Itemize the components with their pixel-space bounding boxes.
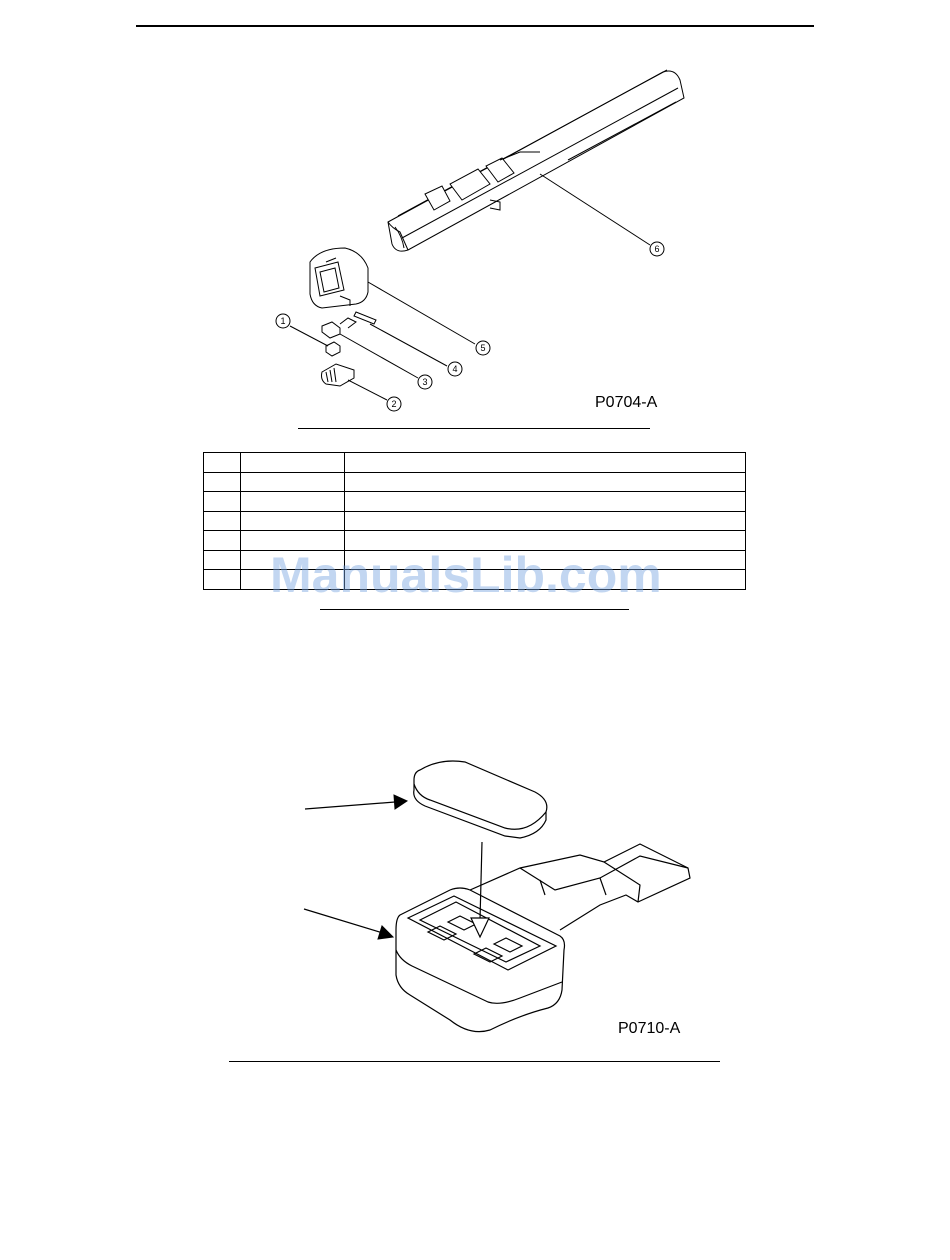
watermark: ManualsLib.com (270, 547, 662, 603)
callout-4: 4 (452, 364, 458, 374)
figure-2-label: P0710-A (618, 1020, 681, 1037)
holder-part (396, 844, 690, 1032)
exploded-parts-illustration (0, 0, 950, 430)
figure-1-rule (298, 428, 650, 429)
table-cell (241, 492, 345, 512)
table-cell (345, 453, 746, 473)
clip-part-3 (322, 318, 356, 338)
table-cell (204, 453, 241, 473)
callout-5: 5 (480, 343, 486, 353)
figure-2-rule (229, 1061, 720, 1062)
table-row (204, 492, 746, 512)
table-cell (204, 472, 241, 492)
latch-part-2 (322, 364, 355, 386)
table-row (204, 472, 746, 492)
table-cell (204, 531, 241, 551)
table-cell (241, 511, 345, 531)
table-cell (241, 472, 345, 492)
table-cell (204, 550, 241, 570)
callout-6: 6 (654, 244, 660, 254)
table-row (204, 511, 746, 531)
table-rule (320, 609, 629, 610)
pad-part (414, 761, 547, 838)
table-cell (241, 453, 345, 473)
callout-1: 1 (280, 316, 286, 326)
table-row (204, 453, 746, 473)
table-cell (345, 472, 746, 492)
callout-2: 2 (391, 399, 397, 409)
callout-3: 3 (422, 377, 428, 387)
table-cell (345, 492, 746, 512)
table-cell (204, 511, 241, 531)
figure-1-label: P0704-A (595, 394, 658, 411)
block-part-1 (326, 342, 340, 356)
table-cell (204, 492, 241, 512)
pin-part-4 (354, 312, 376, 324)
cap-part-5 (310, 248, 368, 308)
table-cell (345, 511, 746, 531)
tube-part-6 (388, 70, 684, 251)
table-cell (204, 570, 241, 590)
